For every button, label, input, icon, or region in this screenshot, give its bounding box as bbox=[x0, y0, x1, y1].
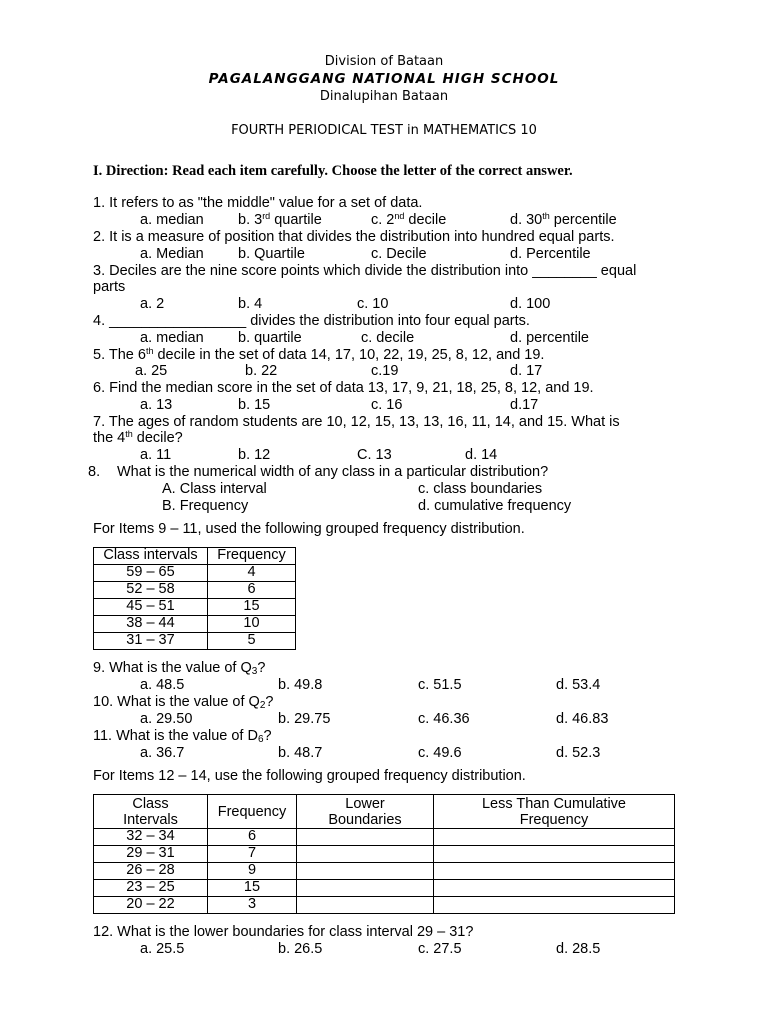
q9-option-c: c. 51.5 bbox=[418, 677, 462, 693]
table-cell: 59 – 65 bbox=[94, 565, 208, 582]
q9-option-b: b. 49.8 bbox=[278, 677, 323, 693]
table-cell bbox=[297, 829, 434, 846]
table-cell: 15 bbox=[208, 599, 296, 616]
q5-option-a: a. 25 bbox=[135, 363, 168, 379]
q1-option-c: c. 2nd decile bbox=[371, 211, 447, 228]
school-location: Dinalupihan Bataan bbox=[319, 89, 449, 104]
q12-option-a: a. 25.5 bbox=[140, 941, 185, 957]
q4-option-a: a. median bbox=[140, 330, 204, 346]
table-row bbox=[94, 829, 675, 846]
question-5: 5. The 6th decile in the set of data 14, 17, 10, 22, 19, 25, 8, 12, and 19. bbox=[93, 346, 545, 363]
q1-option-a: a. median bbox=[140, 212, 204, 228]
table-row bbox=[94, 599, 296, 616]
table-header-cell: Frequency bbox=[208, 795, 297, 829]
q2-option-a: a. Median bbox=[140, 246, 204, 262]
question-10: 10. What is the value of $Q_2$? bbox=[93, 694, 274, 711]
q7-option-c: C. 13 bbox=[357, 447, 392, 463]
q11-option-d: d. 52.3 bbox=[556, 745, 601, 761]
table-cell: 20 – 22 bbox=[94, 897, 208, 914]
question-12: 12. What is the lower boundaries for class interval 29 – 31? bbox=[93, 924, 474, 940]
q8-option-c: c. class boundaries bbox=[418, 481, 543, 497]
table-cell bbox=[434, 897, 675, 914]
q6-option-c: c. 16 bbox=[371, 397, 403, 413]
table-header-cell: Lower Boundaries bbox=[297, 795, 434, 829]
table-cell: 15 bbox=[208, 880, 297, 897]
table-cell bbox=[297, 863, 434, 880]
intro-items-12-14: For Items 12 – 14, use the following grouped frequency distribution. bbox=[93, 768, 526, 784]
q4-option-b: b. quartile bbox=[238, 330, 302, 346]
question-8-number: 8. bbox=[88, 464, 101, 480]
table-row bbox=[94, 616, 296, 633]
q12-option-c: c. 27.5 bbox=[418, 941, 462, 957]
table-cell bbox=[434, 829, 675, 846]
q7-option-a: a. 11 bbox=[140, 447, 172, 463]
q1-option-d: d. 30th percentile bbox=[510, 211, 617, 228]
q10-option-d: d. 46.83 bbox=[556, 711, 609, 727]
frequency-table-1 bbox=[93, 547, 296, 650]
q9-option-d: d. 53.4 bbox=[556, 677, 601, 693]
intro-items-9-11: For Items 9 – 11, used the following grouped frequency distribution. bbox=[93, 521, 525, 537]
question-2: 2. It is a measure of position that divides the distribution into hundred equal parts. bbox=[93, 229, 615, 245]
q2-option-c: c. Decile bbox=[371, 246, 427, 262]
table-header-cell: Class Intervals bbox=[94, 795, 208, 829]
q10-option-a: a. 29.50 bbox=[140, 711, 193, 727]
frequency-table-2 bbox=[93, 794, 675, 914]
q6-option-b: b. 15 bbox=[238, 397, 271, 413]
q3-option-a: a. 2 bbox=[140, 296, 165, 312]
table-row bbox=[94, 565, 296, 582]
q5-option-c: c.19 bbox=[371, 363, 399, 379]
table-cell: 10 bbox=[208, 616, 296, 633]
question-8: What is the numerical width of any class in a particular distribution? bbox=[117, 464, 549, 480]
q4-option-c: c. decile bbox=[361, 330, 415, 346]
table-cell: 26 – 28 bbox=[94, 863, 208, 880]
table-cell: 45 – 51 bbox=[94, 599, 208, 616]
table-row bbox=[94, 880, 675, 897]
q3-option-d: d. 100 bbox=[510, 296, 551, 312]
question-7-cont: the 4th decile? bbox=[93, 429, 183, 446]
table-header-cell: Less Than Cumulative Frequency bbox=[434, 795, 675, 829]
q12-option-d: d. 28.5 bbox=[556, 941, 601, 957]
q5-option-d: d. 17 bbox=[510, 363, 543, 379]
q12-option-b: b. 26.5 bbox=[278, 941, 323, 957]
question-7: 7. The ages of random students are 10, 12, 15, 13, 13, 16, 11, 14, and 15. What is bbox=[93, 414, 620, 430]
q8-option-b: B. Frequency bbox=[162, 498, 249, 514]
school-name: PAGALANGGANG NATIONAL HIGH SCHOOL bbox=[208, 71, 560, 87]
table-row bbox=[94, 863, 675, 880]
test-title: FOURTH PERIODICAL TEST in MATHEMATICS 10 bbox=[231, 123, 537, 138]
q4-option-d: d. percentile bbox=[510, 330, 589, 346]
table-cell: 23 – 25 bbox=[94, 880, 208, 897]
table-header-row bbox=[94, 795, 675, 829]
table-row bbox=[94, 582, 296, 599]
table-cell bbox=[434, 846, 675, 863]
q9-option-a: a. 48.5 bbox=[140, 677, 185, 693]
division-name: Division of Bataan bbox=[324, 54, 444, 69]
table-cell bbox=[297, 880, 434, 897]
q6-option-d: d.17 bbox=[510, 397, 539, 413]
q5-option-b: b. 22 bbox=[245, 363, 278, 379]
table-cell: 9 bbox=[208, 863, 297, 880]
table-cell bbox=[434, 880, 675, 897]
table-cell: 7 bbox=[208, 846, 297, 863]
question-11: 11. What is the value of $D_6$? bbox=[93, 728, 272, 745]
table-cell: 31 – 37 bbox=[94, 633, 208, 650]
table-cell bbox=[297, 846, 434, 863]
q7-option-d: d. 14 bbox=[465, 447, 498, 463]
q1-option-b: b. 3rd quartile bbox=[238, 211, 322, 228]
direction-text: I. Direction: Read each item carefully. Choose the letter of the correct answer. bbox=[93, 163, 573, 179]
table-cell: 29 – 31 bbox=[94, 846, 208, 863]
question-6: 6. Find the median score in the set of data 13, 17, 9, 21, 18, 25, 8, 12, and 19. bbox=[93, 380, 594, 396]
table-cell: 6 bbox=[208, 829, 297, 846]
q3-option-b: b. 4 bbox=[238, 296, 263, 312]
table-cell: 32 – 34 bbox=[94, 829, 208, 846]
table-cell: 4 bbox=[208, 565, 296, 582]
question-1: 1. It refers to as "the middle" value for a set of data. bbox=[93, 195, 423, 211]
table-cell bbox=[434, 863, 675, 880]
table-row bbox=[94, 846, 675, 863]
table-cell: 52 – 58 bbox=[94, 582, 208, 599]
question-3: 3. Deciles are the nine score points which divide the distribution into ________ equal bbox=[93, 263, 637, 279]
table-cell bbox=[297, 897, 434, 914]
q10-option-c: c. 46.36 bbox=[418, 711, 470, 727]
table-header-cell: Frequency bbox=[208, 548, 296, 565]
q11-option-a: a. 36.7 bbox=[140, 745, 185, 761]
question-4: 4. _________________ divides the distribution into four equal parts. bbox=[93, 313, 530, 329]
q11-option-c: c. 49.6 bbox=[418, 745, 462, 761]
q2-option-d: d. Percentile bbox=[510, 246, 591, 262]
table-header-row bbox=[94, 548, 296, 565]
q6-option-a: a. 13 bbox=[140, 397, 173, 413]
q7-option-b: b. 12 bbox=[238, 447, 271, 463]
q8-option-d: d. cumulative frequency bbox=[418, 498, 572, 514]
table-cell: 38 – 44 bbox=[94, 616, 208, 633]
q8-option-a: A. Class interval bbox=[162, 481, 267, 497]
q10-option-b: b. 29.75 bbox=[278, 711, 331, 727]
table-cell: 6 bbox=[208, 582, 296, 599]
question-9: 9. What is the value of $Q_3$? bbox=[93, 660, 266, 677]
q3-option-c: c. 10 bbox=[357, 296, 389, 312]
q2-option-b: b. Quartile bbox=[238, 246, 305, 262]
table-row bbox=[94, 897, 675, 914]
table-cell: 5 bbox=[208, 633, 296, 650]
table-row bbox=[94, 633, 296, 650]
q11-option-b: b. 48.7 bbox=[278, 745, 323, 761]
table-cell: 3 bbox=[208, 897, 297, 914]
table-header-cell: Class intervals bbox=[94, 548, 208, 565]
question-3-cont: parts bbox=[93, 279, 126, 295]
